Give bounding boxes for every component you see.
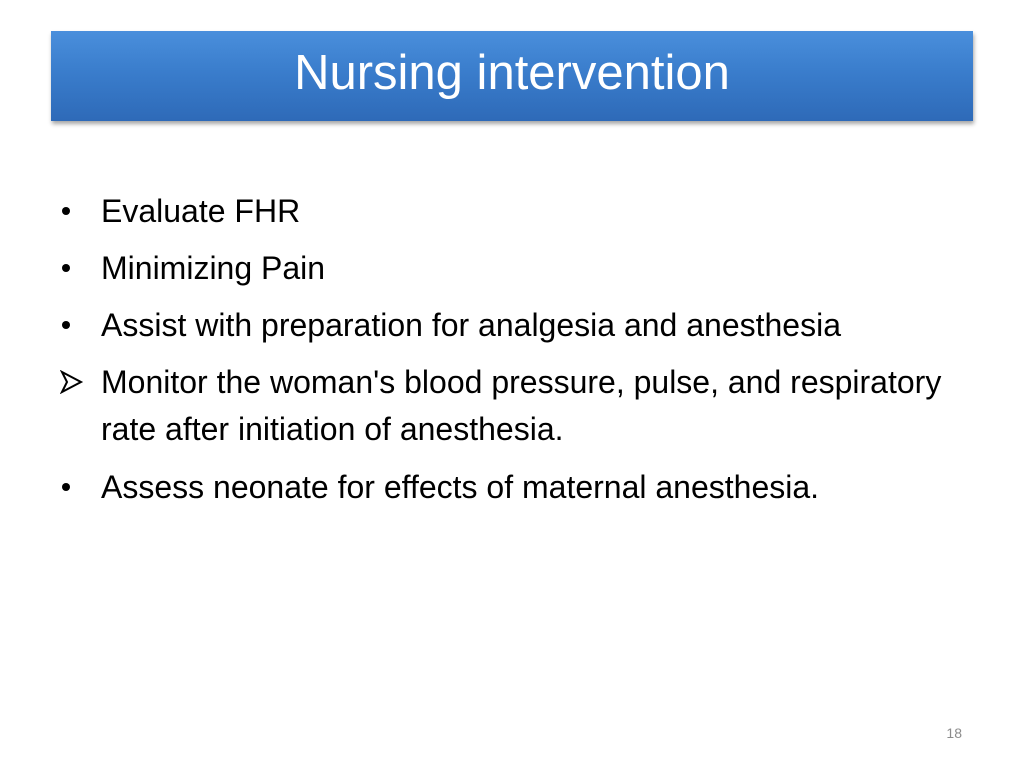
list-item-text: Evaluate FHR bbox=[101, 193, 301, 229]
slide-title: Nursing intervention bbox=[294, 45, 730, 100]
list-item-text: Monitor the woman's blood pressure, pulse, and respiratory rate after initiation of anesthesia. bbox=[101, 364, 942, 447]
list-item-text: Minimizing Pain bbox=[101, 250, 326, 286]
bullet-icon bbox=[58, 188, 92, 234]
arrow-bullet-icon bbox=[58, 359, 92, 405]
bullet-list bbox=[58, 188, 978, 521]
page-number: 18 bbox=[946, 725, 962, 741]
title-banner bbox=[51, 31, 973, 121]
bullet-icon bbox=[58, 464, 92, 510]
list-item bbox=[58, 245, 978, 291]
list-item-text: Assess neonate for effects of maternal anesthesia. bbox=[101, 469, 820, 505]
bullet-icon bbox=[58, 302, 92, 348]
list-item bbox=[58, 359, 978, 453]
list-item bbox=[58, 464, 978, 510]
list-item bbox=[58, 188, 978, 234]
bullet-icon bbox=[58, 245, 92, 291]
list-item bbox=[58, 302, 978, 348]
list-item-text: Assist with preparation for analgesia and anesthesia bbox=[101, 307, 841, 343]
